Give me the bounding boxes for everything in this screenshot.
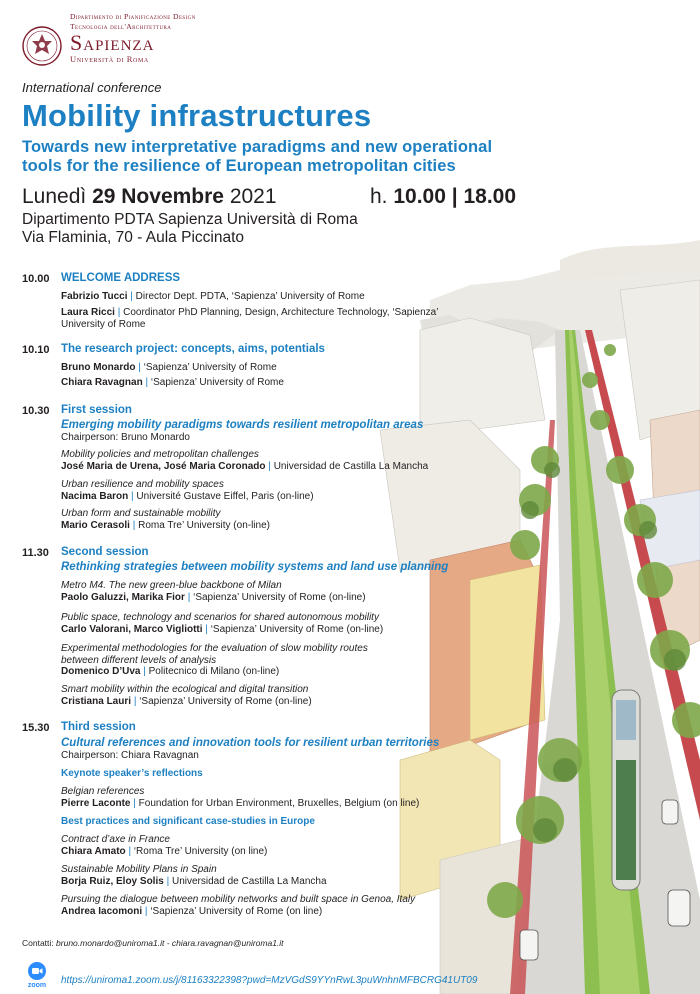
talk-entry: Public space, technology and scenarios for shared autonomous mobility Carlo Valorani, Marco Vigliotti | ‘Sapienza’ University of Rome (on-line) — [61, 612, 384, 635]
speaker-entry: Chiara Ravagnan | ‘Sapienza’ University of Rome — [61, 377, 284, 388]
contacts-line: Contatti: bruno.monardo@uniroma1.it - chiara.ravagnan@uniroma1.it — [22, 938, 284, 948]
session-title: WELCOME ADDRESS — [61, 272, 181, 284]
session-focus: Rethinking strategies between mobility systems and land use planning — [61, 561, 449, 573]
chairperson: Chairperson: Bruno Monardo — [61, 432, 190, 443]
zoom-meeting-link[interactable]: https://uniroma1.zoom.us/j/81163322398?pwd=MzVGdS9YYnRwL3puWnhnMFBCRG41UT09 — [61, 975, 478, 986]
session-time: 10.10 — [22, 344, 50, 356]
zoom-label: zoom — [27, 982, 47, 989]
session-focus: Cultural references and innovation tools for resilient urban territories — [61, 737, 440, 749]
session-time: 10.00 — [22, 273, 50, 285]
venue-line1: Dipartimento PDTA Sapienza Università di Roma — [22, 211, 358, 228]
contact-emails[interactable]: bruno.monardo@uniroma1.it - chiara.ravagnan@uniroma1.it — [56, 938, 284, 948]
speaker-entry: Bruno Monardo | ‘Sapienza’ University of Rome — [61, 362, 277, 373]
conference-title: Mobility infrastructures — [22, 98, 372, 133]
venue-line2: Via Flaminia, 70 - Aula Piccinato — [22, 229, 244, 246]
session-focus: Emerging mobility paradigms towards resilient metropolitan areas — [61, 419, 424, 431]
session-title: First session — [61, 404, 132, 416]
event-time: h. 10.00 | 18.00 — [370, 185, 517, 208]
session-time: 15.30 — [22, 722, 50, 734]
talk-entry: Experimental methodologies for the evaluation of slow mobility routes between different levels of analysis Domenico D’Uva | Politecnico di Milano (on-line) — [61, 643, 368, 677]
talk-entry: Sustainable Mobility Plans in Spain Borja Ruiz, Eloy Solis | Universidad de Castilla La Mancha — [61, 864, 327, 887]
university-name: Sapienza — [70, 30, 155, 55]
talk-entry: Smart mobility within the ecological and digital transition Cristiana Lauri | ‘Sapienza’ University of Rome (on-line) — [61, 684, 312, 707]
talk-entry: Mobility policies and metropolitan challenges José Maria de Urena, José Maria Coronado | Universidad de Castilla La Mancha — [61, 449, 429, 472]
department-name-line1: Dipartimento di Pianificazione Design — [70, 12, 196, 21]
conference-subtitle-line2: tools for the resilience of European metropolitan cities — [22, 157, 456, 175]
event-date: Lunedì 29 Novembre 2021 — [22, 185, 277, 208]
chairperson: Chairperson: Chiara Ravagnan — [61, 750, 199, 761]
sapienza-seal-logo — [22, 26, 62, 66]
session-time: 10.30 — [22, 405, 50, 417]
session-time: 11.30 — [22, 547, 49, 559]
session-title: Third session — [61, 721, 136, 733]
talk-entry: Urban resilience and mobility spaces Nacima Baron | Université Gustave Eiffel, Paris (on-line) — [61, 479, 314, 502]
session-title: Second session — [61, 546, 149, 558]
session-title: The research project: concepts, aims, potentials — [61, 343, 325, 355]
subsection-heading: Keynote speaker’s reflections — [61, 768, 203, 779]
department-name-line2: Tecnologia dell'Architettura — [70, 22, 172, 31]
conference-kicker: International conference — [22, 80, 162, 95]
zoom-logo — [22, 962, 52, 989]
talk-entry: Metro M4. The new green-blue backbone of Milan Paolo Galuzzi, Marika Fior | ‘Sapienza’ University of Rome (on-line) — [61, 580, 366, 603]
speaker-entry: Laura Ricci | Coordinator PhD Planning, Design, Architecture Technology, ‘Sapienza’ University of Rome — [61, 307, 439, 330]
talk-entry: Urban form and sustainable mobility Mario Cerasoli | Roma Tre’ University (on-line) — [61, 508, 270, 531]
conference-subtitle-line1: Towards new interpretative paradigms and new operational — [22, 138, 493, 156]
university-subname: Università di Roma — [70, 54, 149, 64]
speaker-entry: Fabrizio Tucci | Director Dept. PDTA, ‘Sapienza’ University of Rome — [61, 291, 365, 302]
talk-entry: Belgian references Pierre Laconte | Foundation for Urban Environment, Bruxelles, Belgium (on line) — [61, 786, 420, 809]
zoom-camera-icon — [28, 962, 46, 980]
talk-entry: Contract d’axe in France Chiara Amato | ‘Roma Tre’ University (on line) — [61, 834, 268, 857]
talk-entry: Pursuing the dialogue between mobility networks and built space in Genoa, Italy Andrea Iacomoni | ‘Sapienza’ University of Rome (on line) — [61, 894, 416, 917]
subsection-heading: Best practices and significant case-studies in Europe — [61, 816, 315, 827]
